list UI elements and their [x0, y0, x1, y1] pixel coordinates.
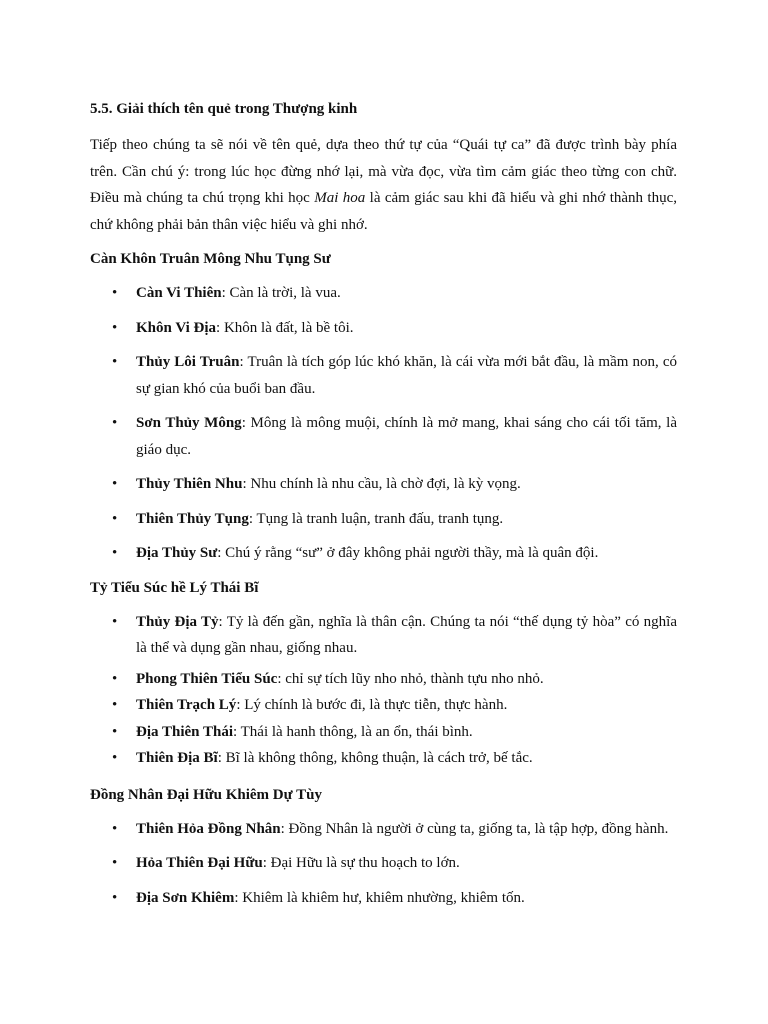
- list-item: [90, 850, 677, 877]
- list-ty-tieu-suc: [90, 609, 677, 772]
- definition: : Bĩ là không thông, không thuận, là cách trở, bế tắc.: [217, 750, 533, 766]
- term: Thủy Thiên Nhu: [136, 476, 243, 492]
- term: Càn Vi Thiên: [136, 285, 222, 301]
- list-item: [90, 349, 677, 402]
- definition: : Đại Hữu là sự thu hoạch to lớn.: [262, 855, 460, 871]
- term: Khôn Vi Địa: [136, 319, 217, 336]
- list-item: [90, 719, 677, 746]
- intro-paragraph: [90, 132, 677, 238]
- term: Thủy Lôi Truân: [136, 354, 240, 370]
- definition: : Thái là hanh thông, là an ổn, thái bình.: [233, 723, 473, 740]
- definition: : Truân là tích góp lúc khó khăn, là cái vừa mới bắt đầu, là mầm non, có sự gian khó của buổi ban đầu.: [136, 354, 677, 397]
- term: Thủy Địa Tỷ: [136, 613, 219, 630]
- definition: : Khôn là đất, là bề tôi.: [216, 319, 354, 336]
- definition: : chỉ sự tích lũy nho nhỏ, thành tựu nho nhỏ.: [277, 670, 544, 687]
- list-item: [90, 280, 677, 307]
- intro-text-start: Tiếp theo chúng ta sẽ nói về tên quẻ, dựa theo thứ tự của “Quái tự ca” đã được trình bày phía trên. Cần chú ý: trong lúc học đừng nhớ lại, mà vừa đọc, vừa tìm cảm giác theo từng con chữ. Điều mà chúng ta chú trọng khi học: [90, 137, 677, 206]
- term: Địa Sơn Khiêm: [136, 889, 235, 906]
- intro-text-end: là cảm giác sau khi đã hiểu và ghi nhớ thành thục, chứ không phải bản thân việc hiểu và ghi nhớ.: [90, 190, 677, 233]
- document-page: [90, 96, 677, 919]
- definition: : Khiêm là khiêm hư, khiêm nhường, khiêm tốn.: [234, 889, 525, 906]
- intro-italic-term: Mai hoa: [314, 190, 366, 206]
- list-item: [90, 692, 677, 719]
- term: Thiên Địa Bĩ: [136, 750, 218, 766]
- definition: : Càn là trời, là vua.: [221, 285, 341, 301]
- term: Địa Thủy Sư: [136, 545, 218, 561]
- term: Thiên Trạch Lý: [136, 697, 237, 713]
- list-dong-nhan: [90, 816, 677, 912]
- list-item: [90, 471, 677, 498]
- definition: : Tụng là tranh luận, tranh đấu, tranh tụng.: [248, 510, 504, 527]
- list-can-khon: [90, 280, 677, 567]
- spacer: [90, 772, 677, 782]
- term: Hỏa Thiên Đại Hữu: [136, 855, 263, 871]
- list-item: [90, 816, 677, 843]
- definition: : Lý chính là bước đi, là thực tiễn, thực hành.: [236, 697, 508, 713]
- list-item: [90, 506, 677, 533]
- term: Sơn Thủy Mông: [136, 415, 242, 431]
- definition: : Tỷ là đến gần, nghĩa là thân cận. Chúng ta nói “thế dụng tỷ hòa” có nghĩa là thể và dụng gần nhau, giống nhau.: [136, 613, 677, 656]
- term: Thiên Thủy Tụng: [136, 510, 249, 527]
- list-item: [90, 609, 677, 662]
- list-item: [90, 745, 677, 772]
- definition: : Nhu chính là nhu cầu, là chờ đợi, là kỳ vọng.: [242, 476, 521, 492]
- term: Địa Thiên Thái: [136, 723, 233, 740]
- term: Thiên Hỏa Đồng Nhân: [136, 820, 281, 837]
- group-heading-can-khon: Càn Khôn Truân Mông Nhu Tụng Sư: [90, 251, 331, 267]
- list-item: [90, 410, 677, 463]
- definition: : Mông là mông muội, chính là mở mang, khai sáng cho cái tối tăm, là giáo dục.: [136, 415, 677, 458]
- list-item: [90, 540, 677, 567]
- group-heading-dong-nhan: Đồng Nhân Đại Hữu Khiêm Dự Tùy: [90, 786, 322, 803]
- term: Phong Thiên Tiểu Súc: [136, 670, 278, 687]
- definition: : Đồng Nhân là người ở cùng ta, giống ta, là tập hợp, đồng hành.: [280, 820, 669, 837]
- list-item: [90, 885, 677, 912]
- definition: : Chú ý rằng “sư” ở đây không phải người thầy, mà là quân đội.: [217, 545, 599, 561]
- group-heading-ty-tieu-suc: Tỷ Tiểu Súc hề Lý Thái Bĩ: [90, 579, 259, 596]
- list-item: [90, 666, 677, 693]
- list-item: [90, 315, 677, 342]
- section-heading: 5.5. Giải thích tên quẻ trong Thượng kinh: [90, 101, 358, 117]
